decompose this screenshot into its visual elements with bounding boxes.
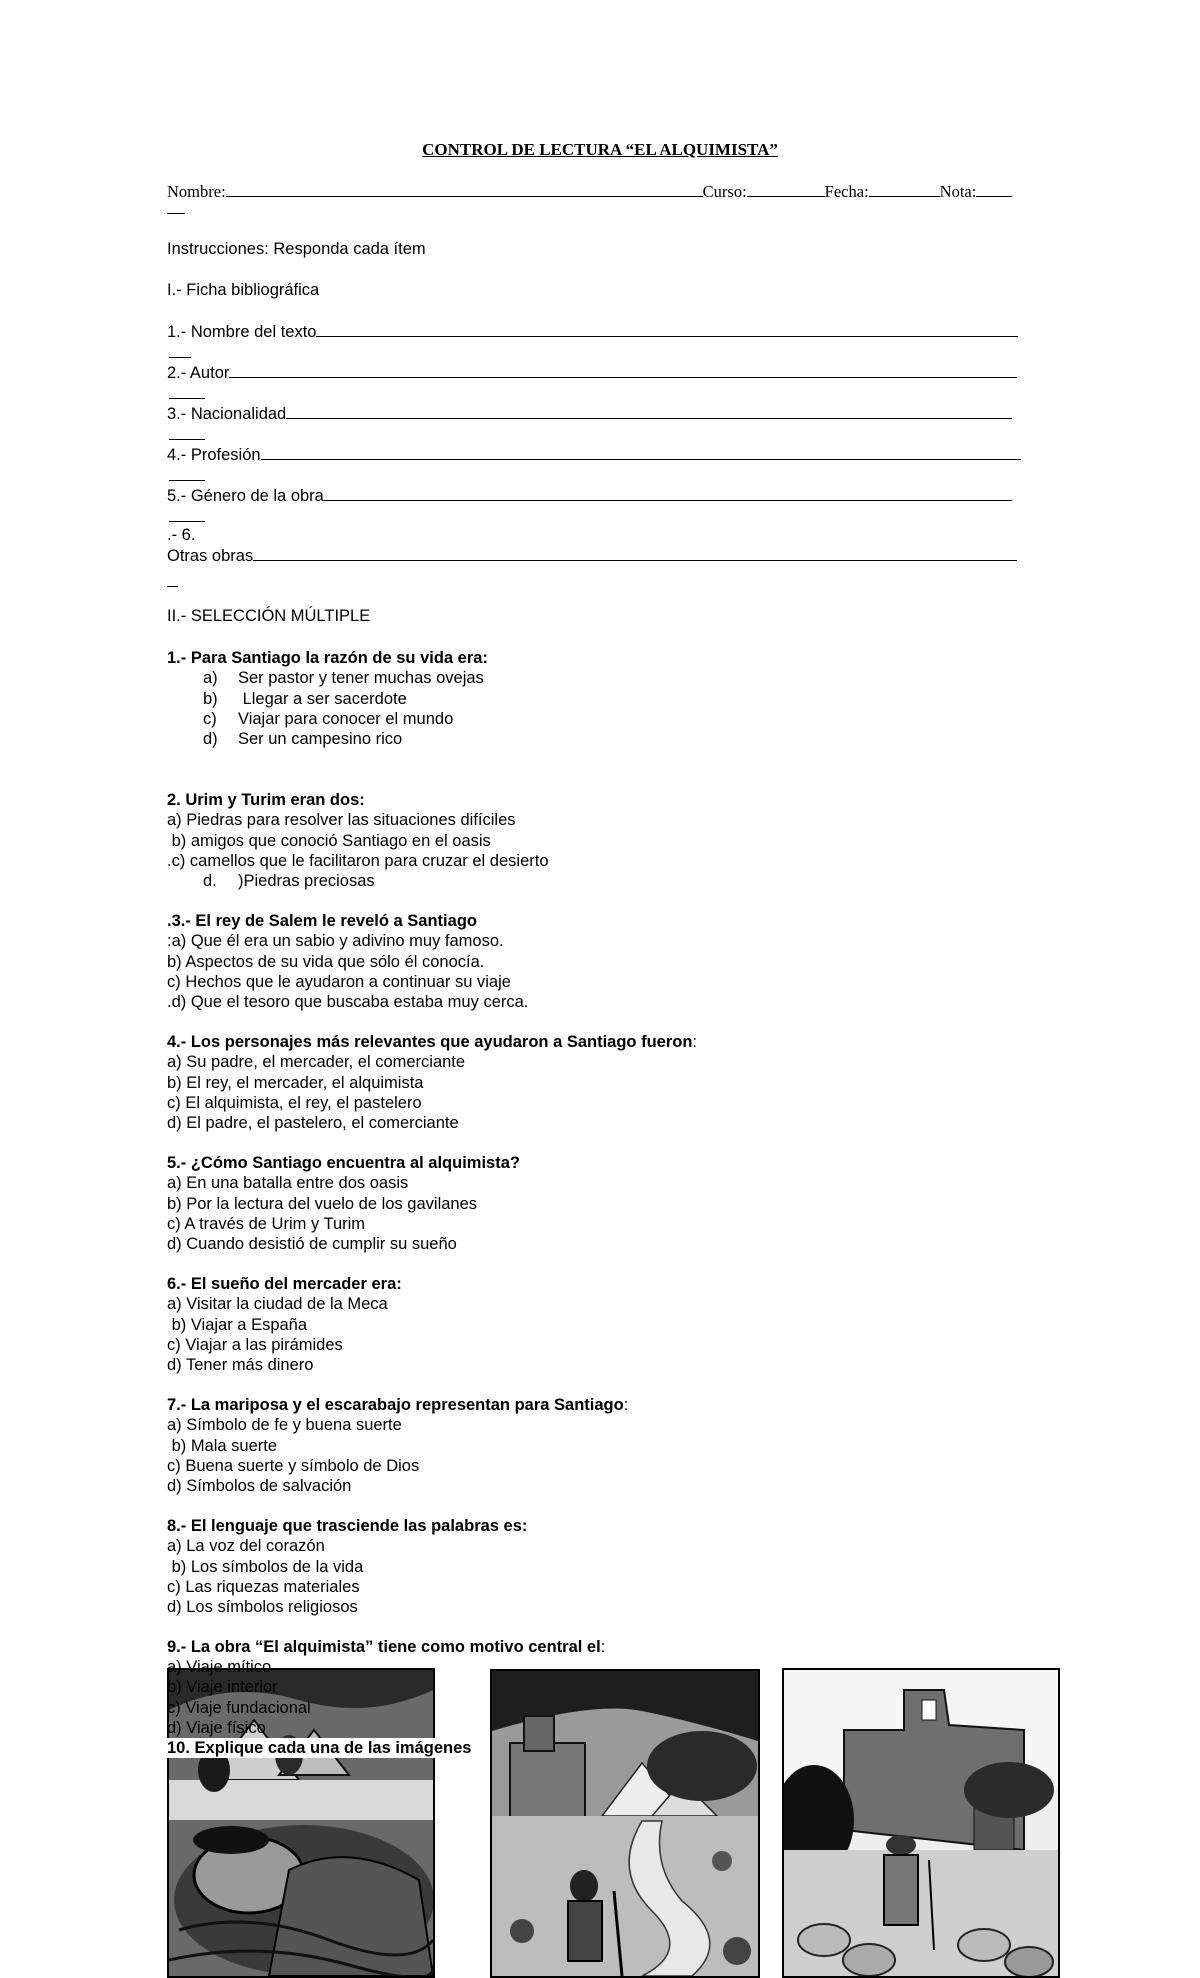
option-letter: d) xyxy=(203,730,218,749)
ficha-wrap-line[interactable] xyxy=(169,480,205,481)
question-9-options xyxy=(167,1657,311,1738)
question-title: 7.- La mariposa y el escarabajo representan para Santiago xyxy=(167,1396,624,1414)
illustration-ruins-sheep xyxy=(782,1668,1060,1978)
question-1 xyxy=(167,648,488,749)
ficha-row: .- 6. xyxy=(167,526,196,544)
ficha-label: Otras obras xyxy=(167,547,254,565)
question-title-row xyxy=(167,1032,697,1052)
option[interactable]: a) Visitar la ciudad de la Meca xyxy=(167,1295,388,1314)
option[interactable] xyxy=(167,689,488,709)
option[interactable]: c) El alquimista, el rey, el pastelero xyxy=(167,1093,422,1112)
option-text: Ser un campesino rico xyxy=(238,730,403,749)
question-title: 5.- ¿Cómo Santiago encuentra al alquimista? xyxy=(167,1154,520,1172)
option-text: Llegar a ser sacerdote xyxy=(238,689,407,708)
ficha-answer-line[interactable] xyxy=(253,546,1017,561)
option[interactable]: c) A través de Urim y Turim xyxy=(167,1214,366,1233)
option[interactable]: d) El padre, el pastelero, el comerciante xyxy=(167,1114,459,1133)
option[interactable]: c) Viajar a las pirámides xyxy=(167,1335,343,1354)
ficha-label: 2.- Autor xyxy=(167,364,230,382)
question-7 xyxy=(167,1395,628,1496)
curso-label: Curso: xyxy=(702,182,747,201)
nota-field-wrap[interactable] xyxy=(167,213,185,214)
question-suffix: : xyxy=(692,1033,698,1051)
ficha-row xyxy=(167,546,1017,566)
option[interactable]: d) Símbolos de salvación xyxy=(167,1477,352,1496)
ficha-label: 3.- Nacionalidad xyxy=(167,405,287,423)
ficha-row xyxy=(167,363,1017,383)
fecha-field[interactable] xyxy=(869,182,940,197)
question-5 xyxy=(167,1153,520,1254)
ficha-heading: I.- Ficha bibliográfica xyxy=(167,281,320,299)
question-title-row xyxy=(167,1637,605,1657)
ficha-answer-line[interactable] xyxy=(316,322,1018,337)
option[interactable]: d) Los símbolos religiosos xyxy=(167,1598,358,1617)
option-letter: c) xyxy=(203,709,217,728)
option-letter: a) xyxy=(203,669,218,688)
question-4 xyxy=(167,1032,697,1133)
option[interactable]: a) La voz del corazón xyxy=(167,1537,325,1556)
option[interactable]: b) Mala suerte xyxy=(167,1436,278,1455)
option[interactable]: d) Tener más dinero xyxy=(167,1356,314,1375)
question-title: 6.- El sueño del mercader era: xyxy=(167,1275,402,1293)
ficha-wrap-line[interactable] xyxy=(169,398,205,399)
option-letter: d. xyxy=(203,872,217,891)
option[interactable]: d) Viaje físico xyxy=(167,1718,266,1737)
option[interactable]: b) Viaje interior xyxy=(167,1678,278,1697)
ficha-wrap-line[interactable] xyxy=(167,586,178,587)
question-title: 2. Urim y Turim eran dos: xyxy=(167,791,365,809)
student-info-line xyxy=(167,182,1012,202)
ficha-row xyxy=(167,322,1018,342)
question-title: 1.- Para Santiago la razón de su vida era: xyxy=(167,649,488,667)
nota-field[interactable] xyxy=(976,182,1012,197)
nombre-field[interactable] xyxy=(226,182,703,197)
option[interactable]: a) Piedras para resolver las situaciones difíciles xyxy=(167,811,516,830)
option[interactable]: b) Aspectos de su vida que sólo él conocía. xyxy=(167,952,485,971)
question-title: 4.- Los personajes más relevantes que ayudaron a Santiago fueron xyxy=(167,1033,693,1051)
option[interactable] xyxy=(167,871,549,891)
question-title: .3.- El rey de Salem le reveló a Santiago xyxy=(167,912,477,930)
ficha-row xyxy=(167,486,1012,506)
nota-label: Nota: xyxy=(939,182,977,201)
question-8 xyxy=(167,1516,527,1617)
ficha-answer-line[interactable] xyxy=(324,486,1012,501)
question-9 xyxy=(167,1637,605,1657)
option[interactable]: .c) camellos que le facilitaron para cruzar el desierto xyxy=(167,851,549,870)
ficha-label: 4.- Profesión xyxy=(167,446,261,464)
option[interactable] xyxy=(167,729,488,749)
option[interactable]: b) amigos que conoció Santiago en el oasis xyxy=(167,831,491,850)
nombre-label: Nombre: xyxy=(167,182,226,201)
ficha-row xyxy=(167,445,1021,465)
question-3 xyxy=(167,911,528,1012)
ficha-wrap-line[interactable] xyxy=(169,357,191,358)
ficha-row xyxy=(167,404,1012,424)
option[interactable]: a) Su padre, el mercader, el comerciante xyxy=(167,1053,466,1072)
ficha-answer-line[interactable] xyxy=(229,363,1017,378)
option[interactable]: c) Viaje fundacional xyxy=(167,1698,311,1717)
option[interactable]: c) Buena suerte y símbolo de Dios xyxy=(167,1456,420,1475)
ficha-wrap-line[interactable] xyxy=(169,439,205,440)
question-suffix: : xyxy=(600,1638,606,1656)
instructions: Instrucciones: Responda cada ítem xyxy=(167,240,426,258)
option[interactable]: :a) Que él era un sabio y adivino muy famoso. xyxy=(167,932,504,951)
option[interactable]: a) Símbolo de fe y buena suerte xyxy=(167,1416,402,1435)
option-letter: b) xyxy=(203,689,218,708)
option[interactable]: d) Cuando desistió de cumplir su sueño xyxy=(167,1235,457,1254)
ficha-label: 1.- Nombre del texto xyxy=(167,323,317,341)
option-text: )Piedras preciosas xyxy=(238,872,375,891)
ficha-answer-line[interactable] xyxy=(286,404,1012,419)
option-text: Viajar para conocer el mundo xyxy=(238,709,454,728)
section-2-heading: II.- SELECCIÓN MÚLTIPLE xyxy=(167,607,371,625)
option-text: Ser pastor y tener muchas ovejas xyxy=(238,669,484,688)
ficha-answer-line[interactable] xyxy=(261,445,1021,460)
option[interactable]: b) El rey, el mercader, el alquimista xyxy=(167,1073,424,1092)
fecha-label: Fecha: xyxy=(824,182,869,201)
question-title: 9.- La obra “El alquimista” tiene como motivo central el xyxy=(167,1638,601,1656)
question-2 xyxy=(167,790,549,891)
question-title-row xyxy=(167,1395,628,1415)
question-10-title: 10. Explique cada una de las imágenes xyxy=(167,1739,472,1757)
option[interactable]: c) Hechos que le ayudaron a continuar su viaje xyxy=(167,972,511,991)
option[interactable] xyxy=(167,709,488,729)
page-title: CONTROL DE LECTURA “EL ALQUIMISTA” xyxy=(422,140,778,159)
ficha-label: 5.- Género de la obra xyxy=(167,487,324,505)
question-suffix: : xyxy=(623,1396,629,1414)
option[interactable]: .d) Que el tesoro que buscaba estaba muy cerca. xyxy=(167,993,529,1012)
curso-field[interactable] xyxy=(747,182,825,197)
option[interactable]: c) Las riquezas materiales xyxy=(167,1577,360,1596)
option[interactable]: b) Los símbolos de la vida xyxy=(167,1557,364,1576)
question-6 xyxy=(167,1274,402,1375)
question-title: 8.- El lenguaje que trasciende las palabras es: xyxy=(167,1517,528,1535)
option[interactable] xyxy=(167,668,488,688)
illustration-pyramids-path xyxy=(490,1669,760,1978)
option[interactable]: b) Por la lectura del vuelo de los gavilanes xyxy=(167,1194,478,1213)
option[interactable]: b) Viajar a España xyxy=(167,1315,308,1334)
option[interactable]: a) En una batalla entre dos oasis xyxy=(167,1174,409,1193)
ficha-wrap-line[interactable] xyxy=(169,521,205,522)
option[interactable]: a) Viaje mítico xyxy=(167,1658,272,1676)
